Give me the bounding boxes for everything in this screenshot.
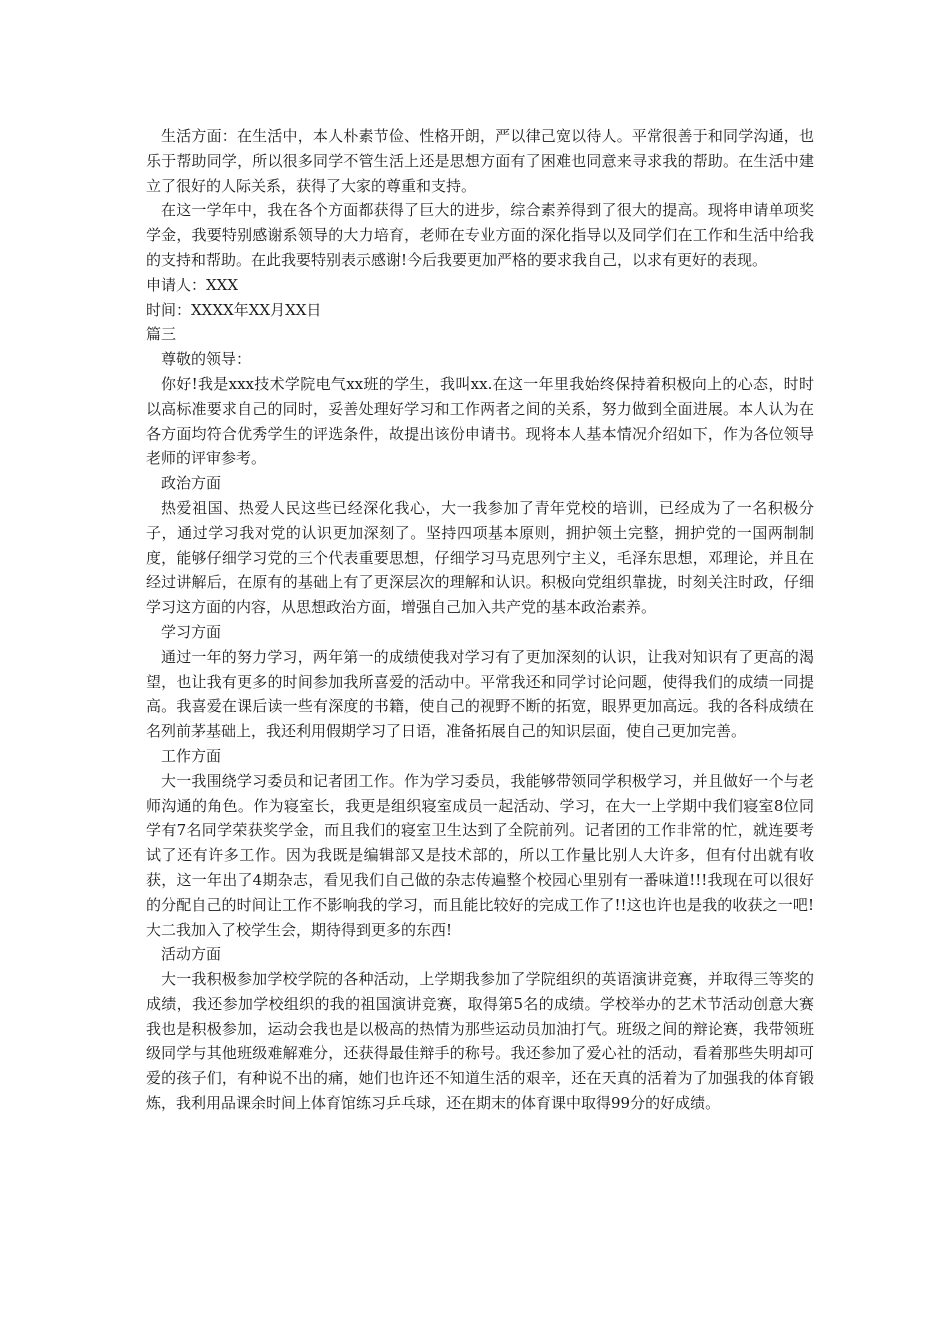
paragraph-progress: 在这一学年中，我在各个方面都获得了巨大的进步，综合素养得到了很大的提高。现将申请单项奖学金，我要特别感谢系领导的大力培育，老师在专业方面的深化指导以及同学们在工作和生活中给我的支持和帮助。在此我要特别表示感谢!今后我要更加严格的要求我自己，以求有更好的表现。 bbox=[146, 201, 814, 269]
document-page bbox=[146, 124, 814, 1116]
heading-activity: 活动方面 bbox=[161, 945, 222, 964]
paragraph-work: 大一我围绕学习委员和记者团工作。作为学习委员，我能够带领同学积极学习，并且做好一个与老师沟通的角色。作为寝室长，我更是组织寝室成员一起活动、学习，在大一上学期中我们寝室8位同学有7名同学荣获奖学金，而且我们的寝室卫生达到了全院前列。记者团的工作非常的忙，就连要考试了还有许多工作。因为我既是编辑部又是技术部的，所以工作量比别人大许多，但有付出就有收获，这一年出了4期杂志，看见我们自己做的杂志传遍整个校园心里别有一番味道!!!我现在可以很好的分配自己的时间让工作不影响我的学习，而且能比较好的完成工作了!!这也许也是我的收获之一吧!大二我加入了校学生会，期待得到更多的东西! bbox=[146, 771, 814, 939]
paragraph-life: 生活方面：在生活中，本人朴素节俭、性格开朗，严以律己宽以待人。平常很善于和同学沟通，也乐于帮助同学，所以很多同学不管生活上还是思想方面有了困难也同意来寻求我的帮助。在生活中建立了很好的人际关系，获得了大家的尊重和支持。 bbox=[146, 127, 814, 195]
paragraph-intro: 你好!我是xxx技术学院电气xx班的学生，我叫xx.在这一年里我始终保持着积极向上的心态，时时以高标准要求自己的同时，妥善处理好学习和工作两者之间的关系，努力做到全面进展。本人认为在各方面均符合优秀学生的评选条件，故提出该份申请书。现将本人基本情况介绍如下，作为各位领导老师的评审参考。 bbox=[146, 374, 814, 468]
paragraph-study: 通过一年的努力学习，两年第一的成绩使我对学习有了更加深刻的认识，让我对知识有了更高的渴望，也让我有更多的时间参加我所喜爱的活动中。平常我还和同学讨论问题，使得我们的成绩一同提高。我喜爱在课后读一些有深度的书籍，使自己的视野不断的拓宽，眼界更加高远。我的各科成绩在名列前茅基础上，我还利用假期学习了日语，准备拓展自己的知识层面，使自己更加完善。 bbox=[146, 647, 814, 741]
date-line: 时间：XXXX年XX月XX日 bbox=[146, 300, 322, 319]
heading-work: 工作方面 bbox=[161, 746, 222, 765]
heading-study: 学习方面 bbox=[161, 622, 222, 641]
section-title: 篇三 bbox=[146, 325, 177, 344]
heading-politics: 政治方面 bbox=[161, 474, 222, 493]
salutation: 尊敬的领导： bbox=[161, 350, 252, 369]
paragraph-activity: 大一我积极参加学校学院的各种活动，上学期我参加了学院组织的英语演讲竞赛，并取得三等奖的成绩，我还参加学校组织的我的祖国演讲竞赛，取得第5名的成绩。学校举办的艺术节活动创意大赛我也是积极参加，运动会我也是以极高的热情为那些运动员加油打气。班级之间的辩论赛，我带领班级同学与其他班级难解难分，还获得最佳辩手的称号。我还参加了爱心社的活动，看着那些失明却可爱的孩子们，有种说不出的痛，她们也许还不知道生活的艰辛，还在天真的活着为了加强我的体育锻炼，我利用品课余时间上体育馆练习乒乓球，还在期末的体育课中取得99分的好成绩。 bbox=[146, 970, 814, 1113]
paragraph-politics: 热爱祖国、热爱人民这些已经深化我心，大一我参加了青年党校的培训，已经成为了一名积极分子，通过学习我对党的认识更加深刻了。坚持四项基本原则，拥护领土完整，拥护党的一国两制制度，能够仔细学习党的三个代表重要思想，仔细学习马克思列宁主义，毛泽东思想，邓理论，并且在经过讲解后，在原有的基础上有了更深层次的理解和认识。积极向党组织靠拢，时刻关注时政，仔细学习这方面的内容，从思想政治方面，增强自己加入共产党的基本政治素养。 bbox=[146, 498, 814, 617]
applicant-line: 申请人：XXX bbox=[146, 275, 239, 294]
